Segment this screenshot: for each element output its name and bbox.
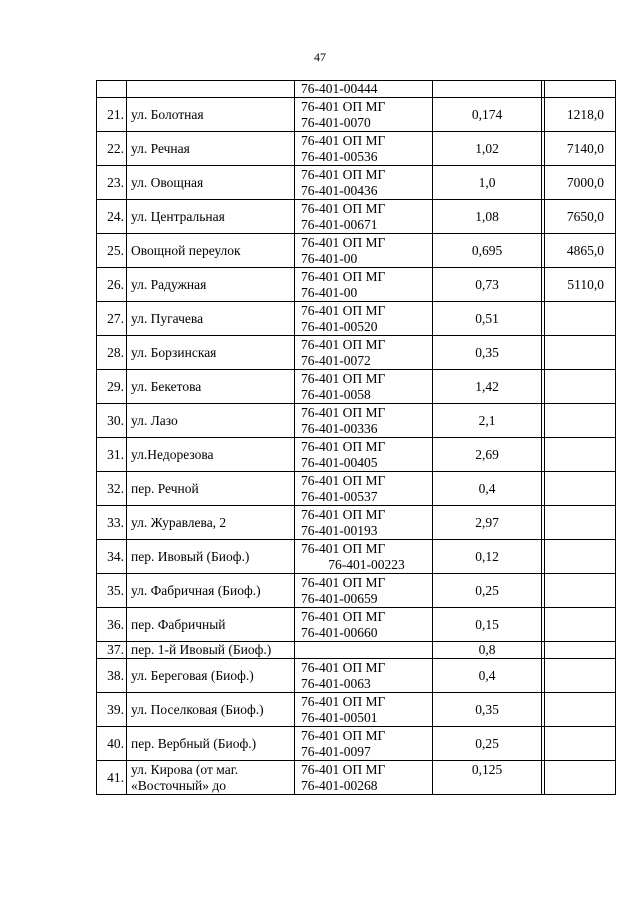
road-id-code-line2: 76-401-00520	[301, 318, 378, 334]
road-area	[545, 506, 616, 540]
road-area	[545, 608, 616, 642]
road-area	[545, 370, 616, 404]
road-id-code-line2: 76-401-0072	[301, 352, 371, 368]
table-row	[97, 81, 616, 98]
road-id-code	[295, 574, 433, 608]
street-name: пер. Вербный (Биоф.)	[127, 727, 295, 761]
road-id-code	[295, 81, 433, 98]
table-row	[97, 574, 616, 608]
road-id-code	[295, 659, 433, 693]
road-id-code	[295, 761, 433, 795]
road-id-code	[295, 472, 433, 506]
table-row	[97, 166, 616, 200]
street-name: пер. Речной	[127, 472, 295, 506]
road-id-code-line2: 76-401-00193	[301, 522, 378, 538]
table-row	[97, 506, 616, 540]
row-number: 27.	[97, 302, 127, 336]
road-id-code-line2: 76-401-0097	[301, 743, 371, 759]
road-id-code	[295, 98, 433, 132]
road-id-code-line2: 76-401-00436	[301, 182, 378, 198]
table-row	[97, 608, 616, 642]
road-id-code-line2: 76-401-00537	[301, 488, 378, 504]
road-area	[545, 81, 616, 98]
street-name: ул. Лазо	[127, 404, 295, 438]
road-length: 1,0	[433, 166, 542, 200]
road-length: 2,69	[433, 438, 542, 472]
road-id-code-line1: 76-401 ОП МГ	[301, 506, 386, 522]
street-name: ул. Овощная	[127, 166, 295, 200]
road-area	[545, 472, 616, 506]
road-id-code	[295, 268, 433, 302]
table-row	[97, 98, 616, 132]
row-number: 29.	[97, 370, 127, 404]
road-id-code-line1: 76-401 ОП МГ	[301, 132, 386, 148]
road-id-code-line2: 76-401-00	[301, 284, 358, 300]
road-id-code-line1: 76-401 ОП МГ	[301, 234, 386, 250]
road-id-code-line1: 76-401 ОП МГ	[301, 302, 386, 318]
road-length: 2,1	[433, 404, 542, 438]
street-name: ул. Речная	[127, 132, 295, 166]
roads-table-body	[97, 81, 616, 795]
road-length: 0,15	[433, 608, 542, 642]
street-name: ул.Недорезова	[127, 438, 295, 472]
road-id-code	[295, 693, 433, 727]
table-row	[97, 540, 616, 574]
row-number: 30.	[97, 404, 127, 438]
row-number: 33.	[97, 506, 127, 540]
street-name: ул. Борзинская	[127, 336, 295, 370]
page-number: 47	[314, 50, 326, 64]
table-row	[97, 761, 616, 795]
row-number: 34.	[97, 540, 127, 574]
road-area	[545, 574, 616, 608]
road-id-code-line1: 76-401 ОП МГ	[301, 608, 386, 624]
road-id-code	[295, 438, 433, 472]
road-id-code	[295, 608, 433, 642]
road-area: 7000,0	[545, 166, 616, 200]
road-length: 0,125	[433, 761, 542, 795]
table-row	[97, 132, 616, 166]
road-id-code-line1: 76-401 ОП МГ	[301, 200, 386, 216]
road-length: 0,73	[433, 268, 542, 302]
road-id-code-line1: 76-401 ОП МГ	[301, 98, 386, 114]
street-name: Овощной переулок	[127, 234, 295, 268]
road-length: 2,97	[433, 506, 542, 540]
road-id-code	[295, 540, 433, 574]
row-number: 26.	[97, 268, 127, 302]
road-id-code-line2: 76-401-00405	[301, 454, 378, 470]
row-number: 40.	[97, 727, 127, 761]
road-id-code-line2: 76-401-0070	[301, 114, 371, 130]
road-length: 0,4	[433, 659, 542, 693]
street-name: ул. Радужная	[127, 268, 295, 302]
road-id-code-line1: 76-401 ОП МГ	[301, 404, 386, 420]
table-row	[97, 302, 616, 336]
road-id-code-line1: 76-401 ОП МГ	[301, 438, 386, 454]
road-id-code	[295, 234, 433, 268]
street-name: ул. Болотная	[127, 98, 295, 132]
row-number: 41.	[97, 761, 127, 795]
road-area	[545, 540, 616, 574]
road-id-code	[295, 302, 433, 336]
street-name: пер. Фабричный	[127, 608, 295, 642]
road-id-code-line2: 76-401-0058	[301, 386, 371, 402]
roads-table	[96, 80, 616, 795]
road-id-code	[295, 506, 433, 540]
road-length: 1,42	[433, 370, 542, 404]
row-number: 37.	[97, 642, 127, 659]
table-row	[97, 268, 616, 302]
row-number: 36.	[97, 608, 127, 642]
road-area	[545, 693, 616, 727]
row-number: 38.	[97, 659, 127, 693]
road-area: 4865,0	[545, 234, 616, 268]
road-id-code-line2: 76-401-0063	[301, 675, 371, 691]
row-number: 21.	[97, 98, 127, 132]
road-length	[433, 81, 542, 98]
road-area	[545, 336, 616, 370]
street-name: ул. Бекетова	[127, 370, 295, 404]
street-name: ул. Кирова (от маг. «Восточный» до	[127, 761, 295, 795]
road-id-code-line1: 76-401 ОП МГ	[301, 268, 386, 284]
street-name	[127, 81, 295, 98]
table-row	[97, 727, 616, 761]
road-id-code	[295, 370, 433, 404]
road-id-code	[295, 642, 433, 659]
table-row	[97, 200, 616, 234]
road-length: 0,25	[433, 574, 542, 608]
road-area	[545, 302, 616, 336]
road-id-code-line1: 76-401 ОП МГ	[301, 166, 386, 182]
row-number: 32.	[97, 472, 127, 506]
road-id-code-line2: 76-401-00336	[301, 420, 378, 436]
street-name: ул. Пугачева	[127, 302, 295, 336]
table-row	[97, 659, 616, 693]
road-id-code-line1: 76-401 ОП МГ	[301, 370, 386, 386]
row-number: 28.	[97, 336, 127, 370]
road-id-code-line1: 76-401 ОП МГ	[301, 693, 386, 709]
road-id-code-line1: 76-401 ОП МГ	[301, 574, 386, 590]
table-row	[97, 370, 616, 404]
road-id-code	[295, 200, 433, 234]
road-id-code-line2: 76-401-00	[301, 250, 358, 266]
street-name: пер. 1-й Ивовый (Биоф.)	[127, 642, 295, 659]
row-number: 35.	[97, 574, 127, 608]
street-name: пер. Ивовый (Биоф.)	[127, 540, 295, 574]
road-length: 0,4	[433, 472, 542, 506]
road-id-code-line2: 76-401-00501	[301, 709, 378, 725]
street-name: ул. Журавлева, 2	[127, 506, 295, 540]
road-length: 0,51	[433, 302, 542, 336]
road-length: 0,12	[433, 540, 542, 574]
road-id-code-line1: 76-401-00444	[301, 81, 378, 96]
road-area	[545, 727, 616, 761]
road-area: 1218,0	[545, 98, 616, 132]
road-area: 7650,0	[545, 200, 616, 234]
street-name: ул. Фабричная (Биоф.)	[127, 574, 295, 608]
road-length: 0,35	[433, 336, 542, 370]
street-name: ул. Поселковая (Биоф.)	[127, 693, 295, 727]
table-row	[97, 438, 616, 472]
road-id-code-line1: 76-401 ОП МГ	[301, 336, 386, 352]
row-number: 23.	[97, 166, 127, 200]
road-id-code	[295, 727, 433, 761]
road-area	[545, 761, 616, 795]
road-id-code	[295, 166, 433, 200]
table-row	[97, 642, 616, 659]
road-id-code-line1: 76-401 ОП МГ	[301, 761, 386, 777]
road-id-code-line2: 76-401-00659	[301, 590, 378, 606]
row-number: 22.	[97, 132, 127, 166]
road-area	[545, 659, 616, 693]
road-id-code-line1: 76-401 ОП МГ	[301, 472, 386, 488]
street-name: ул. Центральная	[127, 200, 295, 234]
road-length: 1,02	[433, 132, 542, 166]
table-row	[97, 472, 616, 506]
road-length: 1,08	[433, 200, 542, 234]
table-row	[97, 234, 616, 268]
road-id-code-line1: 76-401 ОП МГ	[301, 540, 386, 556]
road-area: 5110,0	[545, 268, 616, 302]
street-name: ул. Береговая (Биоф.)	[127, 659, 295, 693]
road-id-code-line1: 76-401 ОП МГ	[301, 659, 386, 675]
row-number: 31.	[97, 438, 127, 472]
road-id-code-line2: 76-401-00660	[301, 624, 378, 640]
road-id-code	[295, 336, 433, 370]
table-row	[97, 336, 616, 370]
road-area	[545, 642, 616, 659]
road-length: 0,8	[433, 642, 542, 659]
road-area	[545, 438, 616, 472]
row-number: 39.	[97, 693, 127, 727]
row-number: 25.	[97, 234, 127, 268]
road-length: 0,695	[433, 234, 542, 268]
road-id-code-line2: 76-401-00223	[328, 556, 405, 572]
row-number	[97, 81, 127, 98]
road-id-code-line2: 76-401-00671	[301, 216, 378, 232]
road-length: 0,174	[433, 98, 542, 132]
road-id-code-line2: 76-401-00536	[301, 148, 378, 164]
table-row	[97, 404, 616, 438]
row-number: 24.	[97, 200, 127, 234]
road-id-code-line1: 76-401 ОП МГ	[301, 727, 386, 743]
road-area	[545, 404, 616, 438]
road-id-code-line2: 76-401-00268	[301, 777, 378, 793]
road-id-code	[295, 132, 433, 166]
road-area: 7140,0	[545, 132, 616, 166]
table-row	[97, 693, 616, 727]
road-length: 0,35	[433, 693, 542, 727]
road-length: 0,25	[433, 727, 542, 761]
road-id-code	[295, 404, 433, 438]
